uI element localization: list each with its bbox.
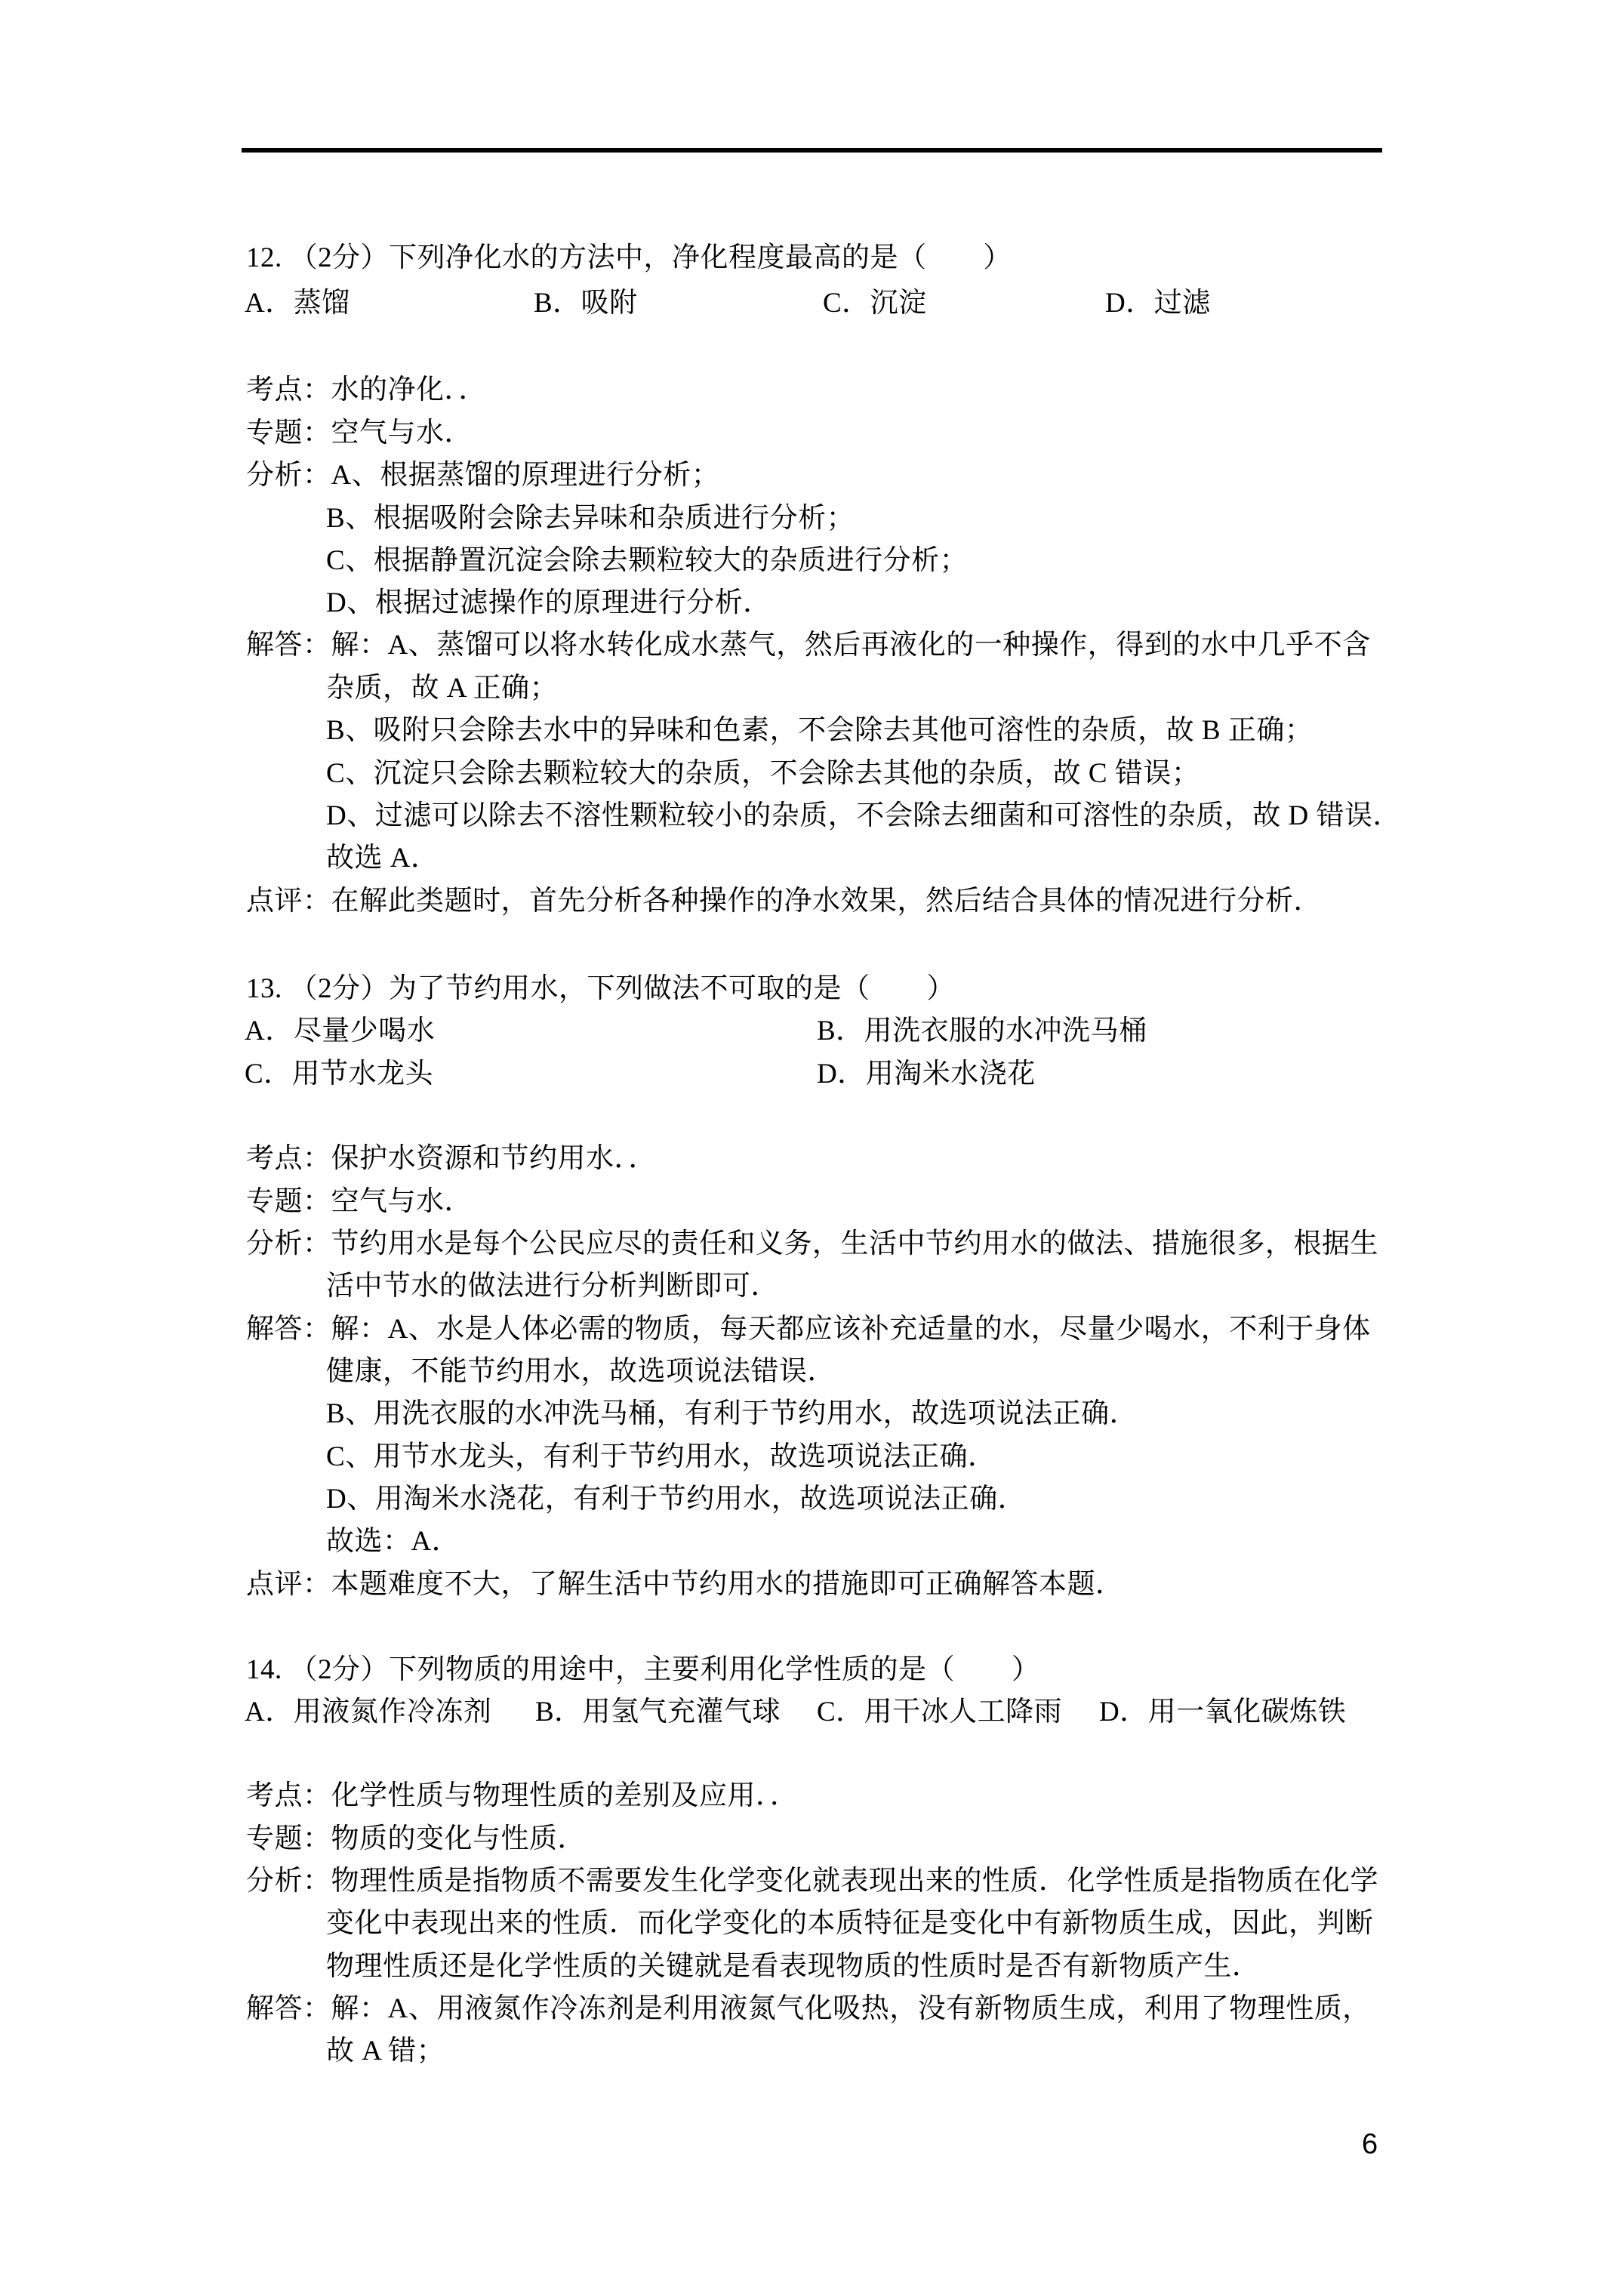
q13-jieda-4: C、用节水龙头，有利于节约用水，故选项说法正确．: [326, 1441, 996, 1472]
q13-fenxi-2: 活中节水的做法进行分析判断即可．: [326, 1271, 779, 1302]
q13-zhuanti: 专题：空气与水．: [246, 1186, 473, 1217]
q14-fenxi-2: 变化中表现出来的性质．而化学变化的本质特征是变化中有新物质生成，因此，判断: [326, 1908, 1374, 1939]
q14-option-c: C．用干冰人工降雨: [817, 1697, 1063, 1727]
header-rule: [242, 148, 1382, 153]
q12-option-d: D．过滤: [1105, 288, 1211, 319]
q14-title: 14. （2分）下列物质的用途中，主要利用化学性质的是（ ）: [246, 1654, 1040, 1685]
q12-jieda-5: D、过滤可以除去不溶性颗粒较小的杂质，不会除去细菌和可溶性的杂质，故 D 错误．: [326, 800, 1401, 831]
q13-jieda-3: B、用洗衣服的水冲洗马桶，有利于节约用水，故选项说法正确．: [326, 1398, 1138, 1429]
q13-option-c: C．用节水龙头: [245, 1059, 434, 1089]
q12-fenxi-2: B、根据吸附会除去异味和杂质进行分析；: [326, 503, 855, 534]
q12-option-c: C．沉淀: [823, 288, 927, 319]
q13-title: 13. （2分）为了节约用水，下列做法不可取的是（ ）: [246, 973, 955, 1004]
q12-option-a: A．蒸馏: [245, 288, 350, 319]
q12-jieda-4: C、沉淀只会除去颗粒较大的杂质，不会除去其他的杂质，故 C 错误；: [326, 758, 1200, 789]
q14-jieda-1: 解答：解：A、用液氮作冷冻剂是利用液氮气化吸热，没有新物质生成，利用了物理性质，: [246, 1993, 1371, 2024]
q13-option-b: B．用洗衣服的水冲洗马桶: [817, 1015, 1147, 1046]
q12-kaodian: 考点：水的净化．．: [246, 374, 487, 405]
page-number: 6: [1362, 2128, 1378, 2160]
q12-fenxi-4: D、根据过滤操作的原理进行分析．: [326, 587, 771, 618]
q13-jieda-6: 故选：A．: [326, 1526, 460, 1557]
q13-option-d: D．用淘米水浇花: [817, 1059, 1036, 1089]
q12-zhuanti: 专题：空气与水．: [246, 418, 473, 448]
q12-option-b: B．吸附: [534, 288, 638, 319]
q13-jieda-5: D、用淘米水浇花，有利于节约用水，故选项说法正确．: [326, 1484, 1027, 1515]
q12-jieda-2: 杂质，故 A 正确；: [326, 673, 559, 704]
q14-kaodian: 考点：化学性质与物理性质的差别及应用．．: [246, 1780, 799, 1811]
q14-fenxi-1: 分析：物理性质是指物质不需要发生化学变化就表现出来的性质．化学性质是指物质在化学: [246, 1866, 1378, 1897]
q13-dianping: 点评：本题难度不大，了解生活中节约用水的措施即可正确解答本题．: [246, 1569, 1124, 1600]
q12-title: 12. （2分）下列净化水的方法中，净化程度最高的是（ ）: [246, 242, 1012, 273]
q13-option-a: A．尽量少喝水: [245, 1015, 436, 1046]
q12-jieda-6: 故选 A．: [326, 843, 439, 874]
q12-fenxi-3: C、根据静置沉淀会除去颗粒较大的杂质进行分析；: [326, 545, 969, 576]
q13-jieda-1: 解答：解：A、水是人体必需的物质，每天都应该补充适量的水，尽量少喝水，不利于身体: [246, 1314, 1371, 1345]
q14-zhuanti: 专题：物质的变化与性质．: [246, 1823, 586, 1854]
q14-option-b: B．用氢气充灌气球: [535, 1697, 781, 1727]
q13-fenxi-1: 分析：节约用水是每个公民应尽的责任和义务，生活中节约用水的做法、措施很多，根据生: [246, 1228, 1378, 1259]
q12-jieda-3: B、吸附只会除去水中的异味和色素，不会除去其他可溶性的杂质，故 B 正确；: [326, 715, 1313, 746]
q14-option-a: A．用液氮作冷冻剂: [245, 1697, 492, 1727]
q13-jieda-2: 健康，不能节约用水，故选项说法错误．: [326, 1356, 836, 1387]
q12-fenxi-1: 分析：A、根据蒸馏的原理进行分析；: [246, 460, 720, 491]
q12-dianping: 点评：在解此类题时，首先分析各种操作的净水效果，然后结合具体的情况进行分析．: [246, 886, 1322, 917]
q14-jieda-2: 故 A 错；: [326, 2036, 445, 2066]
q14-fenxi-3: 物理性质还是化学性质的关键就是看表现物质的性质时是否有新物质产生．: [326, 1951, 1261, 1982]
q12-jieda-1: 解答：解：A、蒸馏可以将水转化成水蒸气，然后再液化的一种操作，得到的水中几乎不含: [246, 630, 1371, 661]
q13-kaodian: 考点：保护水资源和节约用水．．: [246, 1143, 657, 1174]
q14-option-d: D．用一氧化碳炼铁: [1099, 1697, 1347, 1727]
